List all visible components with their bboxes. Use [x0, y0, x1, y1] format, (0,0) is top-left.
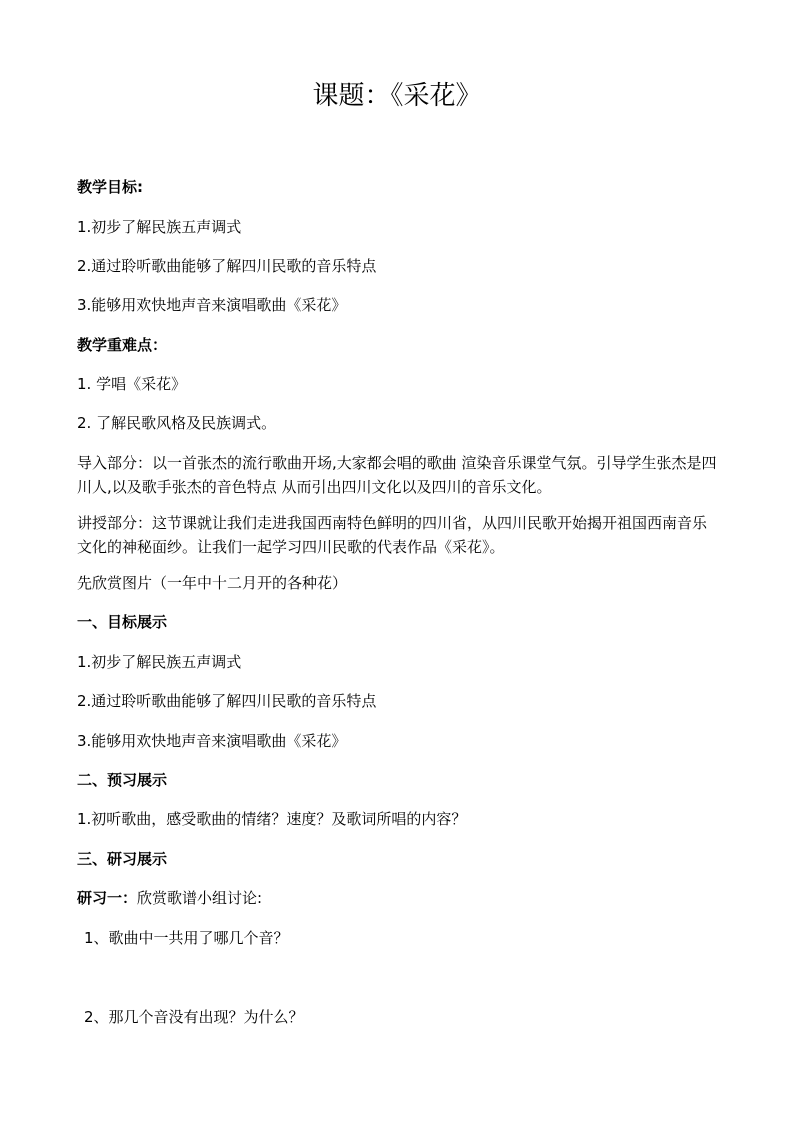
appreciate-line: 先欣赏图片（一年中十二月开的各种花） — [77, 574, 348, 592]
section3-heading: 三、研习展示 — [77, 850, 168, 868]
page-title: 课题：《采花》 — [312, 81, 482, 111]
question-1: 1、歌曲中一共用了哪几个音？ — [84, 929, 289, 947]
key-point-item-1: 1. 学唱《采花》 — [77, 375, 187, 393]
intro-label: 导入部分： — [77, 454, 153, 472]
section2-heading: 二、预习展示 — [77, 771, 168, 789]
objective-item-2: 2.通过聆听歌曲能够了解四川民歌的音乐特点 — [77, 257, 377, 275]
study1-text: 欣赏歌谱小组讨论: — [137, 889, 263, 907]
key-point-item-2: 2. 了解民歌风格及民族调式。 — [77, 414, 277, 432]
lecture-paragraph — [77, 511, 721, 559]
objectives-heading: 教学目标: — [77, 178, 143, 196]
section1-item-3: 3.能够用欢快地声音来演唱歌曲《采花》 — [77, 732, 347, 750]
key-points-heading: 教学重难点： — [77, 336, 168, 354]
intro-text: 以一首张杰的流行歌曲开场,大家都会唱的歌曲 渲染音乐课堂气氛。引导学生张杰是四川人,以及歌手张杰的音色特点 从而引出四川文化以及四川的音乐文化。 — [77, 454, 717, 496]
section1-item-1: 1.初步了解民族五声调式 — [77, 653, 242, 671]
study1-label: 研习一： — [77, 889, 138, 907]
study1-line — [77, 887, 262, 909]
intro-paragraph — [77, 451, 721, 499]
objective-item-3: 3.能够用欢快地声音来演唱歌曲《采花》 — [77, 296, 347, 314]
section1-item-2: 2.通过聆听歌曲能够了解四川民歌的音乐特点 — [77, 692, 377, 710]
section1-heading: 一、目标展示 — [77, 613, 168, 631]
lecture-text: 这节课就让我们走进我国西南特色鲜明的四川省，从四川民歌开始揭开祖国西南音乐文化的神秘面纱。让我们一起学习四川民歌的代表作品《采花》。 — [77, 514, 708, 556]
question-2: 2、那几个音没有出现？为什么？ — [84, 1008, 304, 1026]
lecture-label: 讲授部分： — [77, 514, 153, 532]
objective-item-1: 1.初步了解民族五声调式 — [77, 218, 242, 236]
section2-item-1: 1.初听歌曲，感受歌曲的情绪？速度？及歌词所唱的内容？ — [77, 810, 467, 828]
